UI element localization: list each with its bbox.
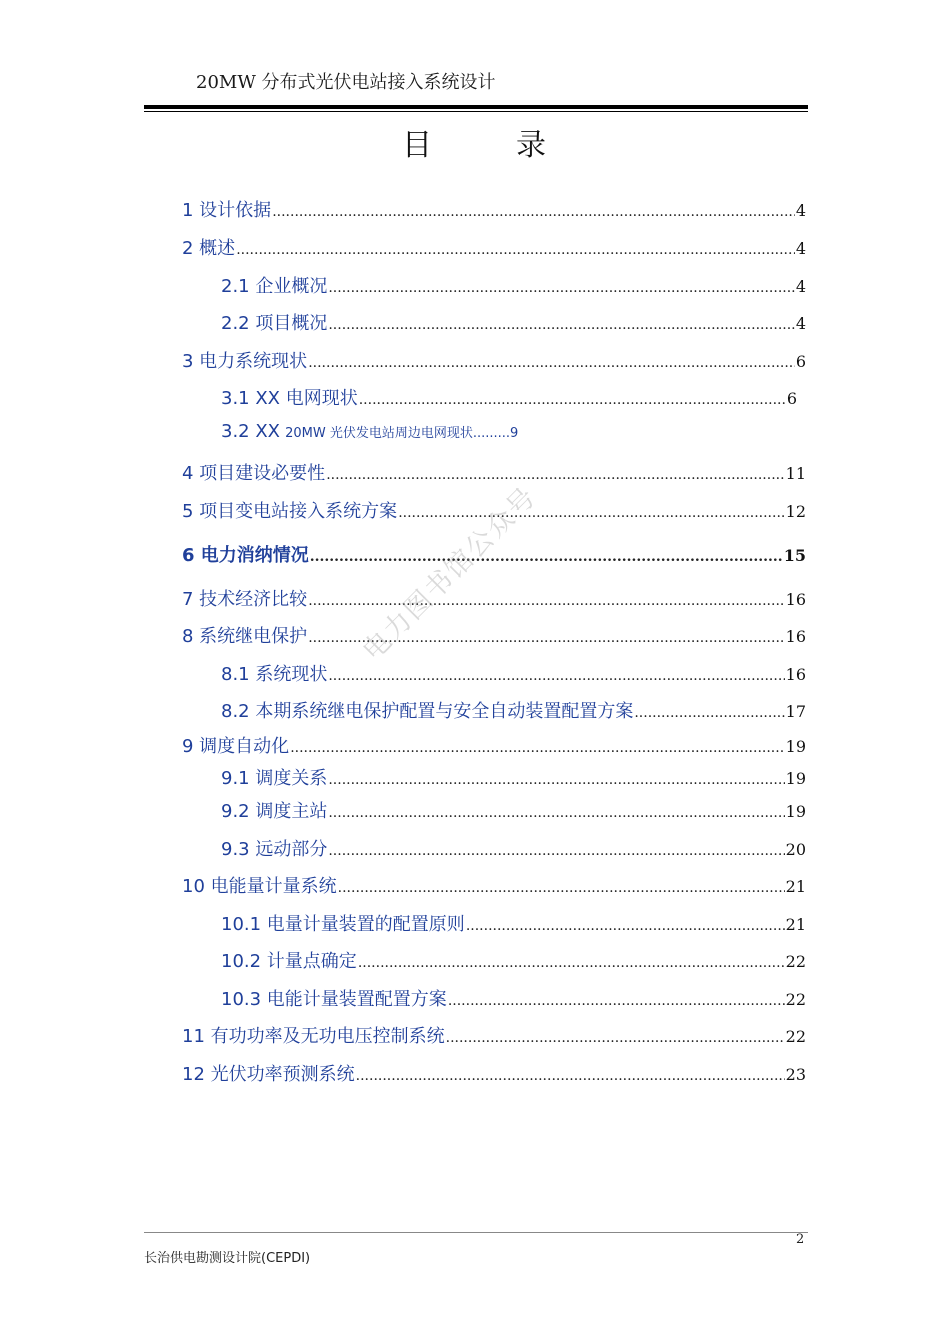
toc-entry-page: 4 — [795, 277, 806, 296]
toc-entry-page: 21 — [785, 877, 806, 896]
toc-entry-9-2[interactable] — [221, 797, 806, 821]
toc-entry-page: 6 — [786, 389, 797, 408]
toc-leader-dots — [272, 204, 795, 220]
toc-entry-10[interactable] — [182, 872, 806, 896]
toc-entry-page: 20 — [785, 840, 806, 859]
toc-entry-1[interactable] — [182, 196, 806, 220]
toc-entry-page: 6 — [795, 352, 806, 371]
toc-title-char-2: 录 — [516, 128, 548, 163]
toc-entry-3-2[interactable] — [221, 421, 521, 445]
watermark: 电力图书馆公众号 — [356, 480, 543, 667]
toc-leader-dots — [634, 705, 784, 721]
toc-entry-label: 8.1 系统现状 — [221, 664, 328, 685]
toc-leader-dots — [328, 317, 794, 333]
toc-entry-page: 16 — [785, 665, 806, 684]
header-rule-thick — [144, 105, 808, 109]
footer-organization: 长治供电勘测设计院(CEPDI) — [144, 1251, 311, 1266]
page-number: 2 — [796, 1232, 805, 1247]
toc-leader-dots — [328, 668, 784, 684]
toc-leader-dots — [308, 355, 795, 371]
toc-entry-3-1[interactable] — [221, 384, 797, 408]
toc-leader-dots — [328, 772, 784, 788]
toc-leader-dots — [358, 955, 785, 971]
toc-title — [0, 120, 950, 164]
toc-entry-page: 4 — [795, 201, 806, 220]
toc-entry-page: 19 — [785, 769, 806, 788]
toc-entry-label: 9.3 远动部分 — [221, 839, 328, 860]
footer-rule — [144, 1232, 808, 1233]
toc-entry-7[interactable] — [182, 585, 806, 609]
toc-entry-page: 11 — [785, 464, 806, 483]
toc-leader-dots — [310, 549, 783, 565]
toc-entry-label: 5 项目变电站接入系统方案 — [182, 501, 398, 522]
toc-entry-label: 10.2 计量点确定 — [221, 951, 357, 972]
toc-entry-page: 17 — [785, 702, 806, 721]
toc-leader-dots — [290, 740, 784, 756]
toc-entry-page: 19 — [785, 802, 806, 821]
toc-title-char-1: 目 — [402, 128, 434, 163]
toc-entry-label: 9.2 调度主站 — [221, 801, 328, 822]
toc-entry-page: 16 — [785, 627, 806, 646]
toc-entry-label: 10.3 电能计量装置配置方案 — [221, 989, 447, 1010]
toc-leader-dots — [446, 1030, 785, 1046]
toc-entry-tail: 20MW 光伏发电站周边电网现状.........9 — [285, 426, 519, 441]
toc-entry-page: 16 — [785, 590, 806, 609]
toc-entry-label: 1 设计依据 — [182, 200, 272, 221]
toc-leader-dots — [328, 280, 794, 296]
toc-entry-label: 12 光伏功率预测系统 — [182, 1064, 355, 1085]
toc-entry-page: 12 — [785, 502, 806, 521]
toc-entry-9[interactable] — [182, 732, 806, 756]
header-rule-thin — [144, 111, 808, 112]
toc-leader-dots — [236, 242, 795, 258]
toc-leader-dots — [359, 392, 786, 408]
toc-entry-label: 10.1 电量计量装置的配置原则 — [221, 914, 465, 935]
toc-entry-label: 10 电能量计量系统 — [182, 876, 337, 897]
toc-entry-label: 9 调度自动化 — [182, 736, 290, 757]
toc-entry-10-2[interactable] — [221, 947, 806, 971]
toc-leader-dots — [466, 918, 785, 934]
toc-entry-8[interactable] — [182, 622, 806, 646]
toc-entry-page: 19 — [785, 737, 806, 756]
toc-entry-label: 2.2 项目概况 — [221, 313, 328, 334]
toc-entry-12[interactable] — [182, 1060, 806, 1084]
toc-entry-page: 21 — [785, 915, 806, 934]
toc-entry-10-3[interactable] — [221, 985, 806, 1009]
toc-entry-page: 22 — [785, 990, 806, 1009]
toc-entry-label: 9.1 调度关系 — [221, 768, 328, 789]
toc-entry-8-1[interactable] — [221, 660, 806, 684]
toc-leader-dots — [326, 467, 784, 483]
toc-entry-page: 4 — [795, 314, 806, 333]
toc-entry-label: 2 概述 — [182, 238, 236, 259]
toc-entry-label: 8.2 本期系统继电保护配置与安全自动装置配置方案 — [221, 701, 634, 722]
toc-entry-page: 4 — [795, 239, 806, 258]
toc-leader-dots — [338, 880, 785, 896]
toc-entry-page: 15 — [783, 546, 806, 565]
toc-entry-label: 3 电力系统现状 — [182, 351, 308, 372]
toc-entry-label: 4 项目建设必要性 — [182, 463, 326, 484]
toc-entry-4[interactable] — [182, 459, 806, 483]
running-header-title: 20MW 分布式光伏电站接入系统设计 — [196, 72, 496, 93]
toc-leader-dots — [328, 843, 784, 859]
toc-entry-11[interactable] — [182, 1022, 806, 1046]
toc-entry-9-3[interactable] — [221, 835, 806, 859]
toc-entry-label: 6 电力消纳情况 — [182, 545, 309, 566]
toc-leader-dots — [308, 593, 784, 609]
toc-leader-dots — [328, 805, 784, 821]
toc-entry-3[interactable] — [182, 347, 806, 371]
toc-entry-page: 23 — [785, 1065, 806, 1084]
toc-entry-2-1[interactable] — [221, 272, 806, 296]
toc-leader-dots — [398, 505, 784, 521]
toc-entry-9-1[interactable] — [221, 764, 806, 788]
toc-entry-2[interactable] — [182, 234, 806, 258]
toc-entry-label: 2.1 企业概况 — [221, 276, 328, 297]
toc-leader-dots — [356, 1068, 785, 1084]
toc-leader-dots — [448, 993, 785, 1009]
toc-entry-label: 3.2 XX — [221, 421, 281, 442]
toc-entry-8-2[interactable] — [221, 697, 806, 721]
toc-entry-2-2[interactable] — [221, 309, 806, 333]
toc-entry-10-1[interactable] — [221, 910, 806, 934]
toc-entry-label: 3.1 XX 电网现状 — [221, 388, 358, 409]
toc-entry-label: 7 技术经济比较 — [182, 589, 308, 610]
toc-entry-label: 8 系统继电保护 — [182, 626, 308, 647]
toc-entry-label: 11 有功功率及无功电压控制系统 — [182, 1026, 445, 1047]
toc-entry-page: 22 — [785, 952, 806, 971]
toc-entry-page: 22 — [785, 1027, 806, 1046]
